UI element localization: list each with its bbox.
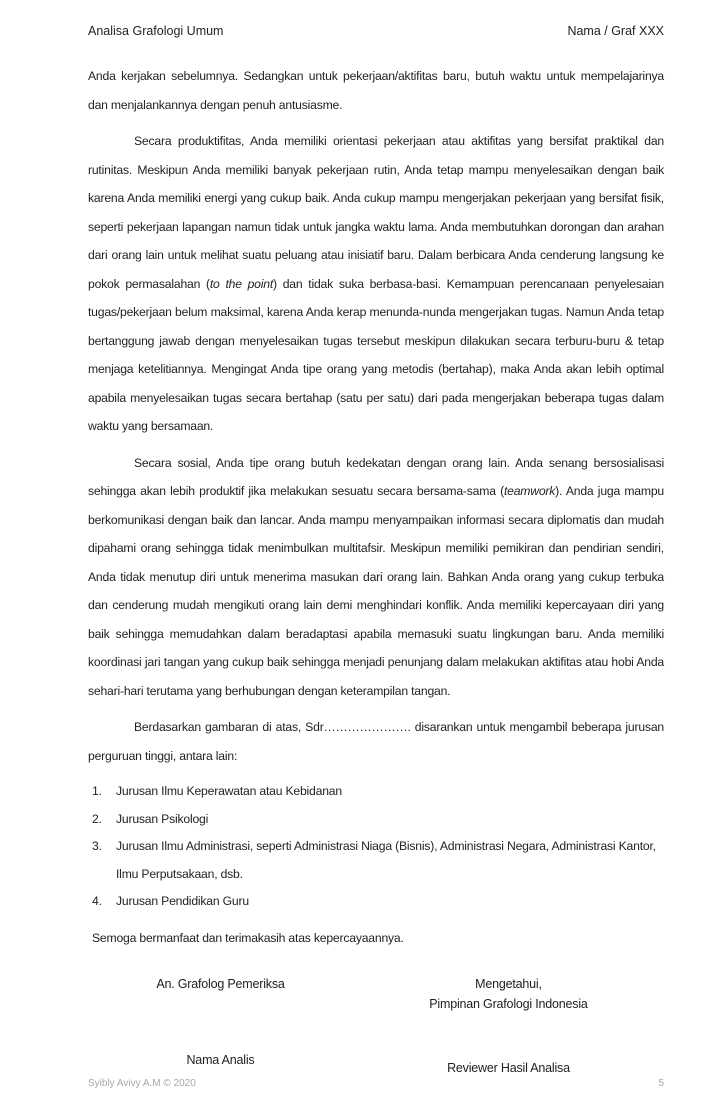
list-item-psychology <box>92 806 664 834</box>
signature-analyst-title: An. Grafolog Pemeriksa <box>156 977 285 991</box>
page-footer <box>88 1078 664 1107</box>
list-item-nursing <box>92 778 664 806</box>
document-body <box>88 62 664 1078</box>
signature-reviewer-title-1: Mengetahui, <box>475 977 542 991</box>
list-item-text: Jurusan Ilmu Administrasi, seperti Administrasi Niaga (Bisnis), Administrasi Negara, Administrasi Kantor, Ilmu Perputsakaan, dsb. <box>116 839 656 881</box>
italic-to-the-point: to the point <box>209 276 274 291</box>
paragraph-social <box>88 449 664 706</box>
signature-column-reviewer <box>353 974 664 1078</box>
list-item-text: Jurusan Psikologi <box>116 811 209 826</box>
closing-line: Semoga bermanfaat dan terimakasih atas kepercayaannya. <box>92 930 404 945</box>
list-item-teacher-education <box>92 888 664 916</box>
footer-page-number: 5 <box>658 1078 664 1089</box>
list-item-administration <box>92 833 664 888</box>
paragraph-social-text-1: Secara sosial, Anda tipe orang butuh kedekatan dengan orang lain. Anda senang bersosialisasi sehingga akan lebih produktif jika melakukan sesuatu secara bersama-sama ( <box>88 455 664 498</box>
signature-reviewer-name: Reviewer Hasil Analisa <box>447 1061 570 1075</box>
italic-teamwork: teamwork <box>503 484 556 498</box>
paragraph-productivity-text-1: Secara produktifitas, Anda memiliki orientasi pekerjaan atau aktifitas yang bersifat praktikal dan rutinitas. Meskipun Anda memiliki banyak pekerjaan rutin, Anda tetap mampu menyelesaikan dengan baik karena Anda memiliki energi yang cukup baik. Anda cukup mampu mengerjakan pekerjaan yang bersifat fisik, seperti pekerjaan lapangan namun tidak untuk jangka waktu lama. Anda membutuhkan dorongan dan arahan dari orang lain untuk melihat suatu peluang atau inisiatif baru. Dalam berbicara Anda cenderung langsung ke pokok permasalahan ( <box>88 134 664 291</box>
paragraph-social-text-2: ). Anda juga mampu berkomunikasi dengan baik dan lancar. Anda mampu menyampaikan informasi secara diplomatis dan mudah dipahami orang sehingga tidak menimbulkan multitafsir. Meskipun memiliki pemikiran dan pendirian sendiri, Anda tidak menutup diri untuk menerima masukan dari orang lain. Bahkan Anda orang yang cukup terbuka dan cenderung mudah mengikuti orang lain demi menghindari konflik. Anda memiliki kepercayaan diri yang baik sehingga memudahkan dalam beradaptasi apabila memasuki suatu lingkungan baru. Anda memiliki koordinasi jari tangan yang cukup baik sehingga menjadi penunjang dalam melakukan aktifitas atau hobi Anda sehari-hari terutama yang berhubungan dengan keterampilan tangan. <box>88 484 664 698</box>
list-number: 2. <box>92 811 102 826</box>
paragraph-productivity-text-2: ) dan tidak suka berbasa-basi. Kemampuan perencanaan penyelesaian tugas/pekerjaan belum maksimal, karena Anda kerap menunda-nunda mengerjakan tugas. Namun Anda tetap bertanggung jawab dengan menyelesaikan tugas tersebut meskipun dilakukan secara terburu-buru & tetap menjaga ketelitiannya. Mengingat Anda tipe orang yang metodis (bertahap), maka Anda akan lebih optimal apabila menyelesaikan tugas secara bertahap (satu per satu) dari pada mengerjakan beberapa tugas dalam waktu yang bersamaan. <box>88 276 664 433</box>
paragraph-continuation: Anda kerjakan sebelumnya. Sedangkan untuk pekerjaan/aktifitas baru, butuh waktu untuk mempelajarinya dan menjalankannya dengan penuh antusiasme. <box>88 69 664 112</box>
footer-author: Syibly Avivy A.M © 2020 <box>88 1078 196 1089</box>
header-doc-title: Analisa Grafologi Umum <box>88 24 224 38</box>
signature-analyst-name: Nama Analis <box>186 1053 255 1067</box>
recommendation-list <box>92 778 664 916</box>
paragraph-productivity <box>88 127 664 441</box>
page-header <box>88 24 664 38</box>
list-number: 3. <box>92 839 102 853</box>
signature-reviewer-space <box>353 1014 664 1058</box>
list-number: 4. <box>92 894 102 908</box>
header-name-field: Nama / Graf XXX <box>567 24 664 38</box>
signature-block <box>88 974 664 1078</box>
list-number: 1. <box>92 784 102 798</box>
list-item-text: Jurusan Ilmu Keperawatan atau Kebidanan <box>116 784 342 798</box>
list-item-text: Jurusan Pendidikan Guru <box>116 894 249 908</box>
signature-analyst-space <box>88 994 353 1050</box>
signature-column-analyst <box>88 974 353 1078</box>
paragraph-recommendation-intro: Berdasarkan gambaran di atas, Sdr…………………. disarankan untuk mengambil beberapa jurusan perguruan tinggi, antara lain: <box>88 720 664 763</box>
signature-reviewer-title-2: Pimpinan Grafologi Indonesia <box>429 997 588 1011</box>
